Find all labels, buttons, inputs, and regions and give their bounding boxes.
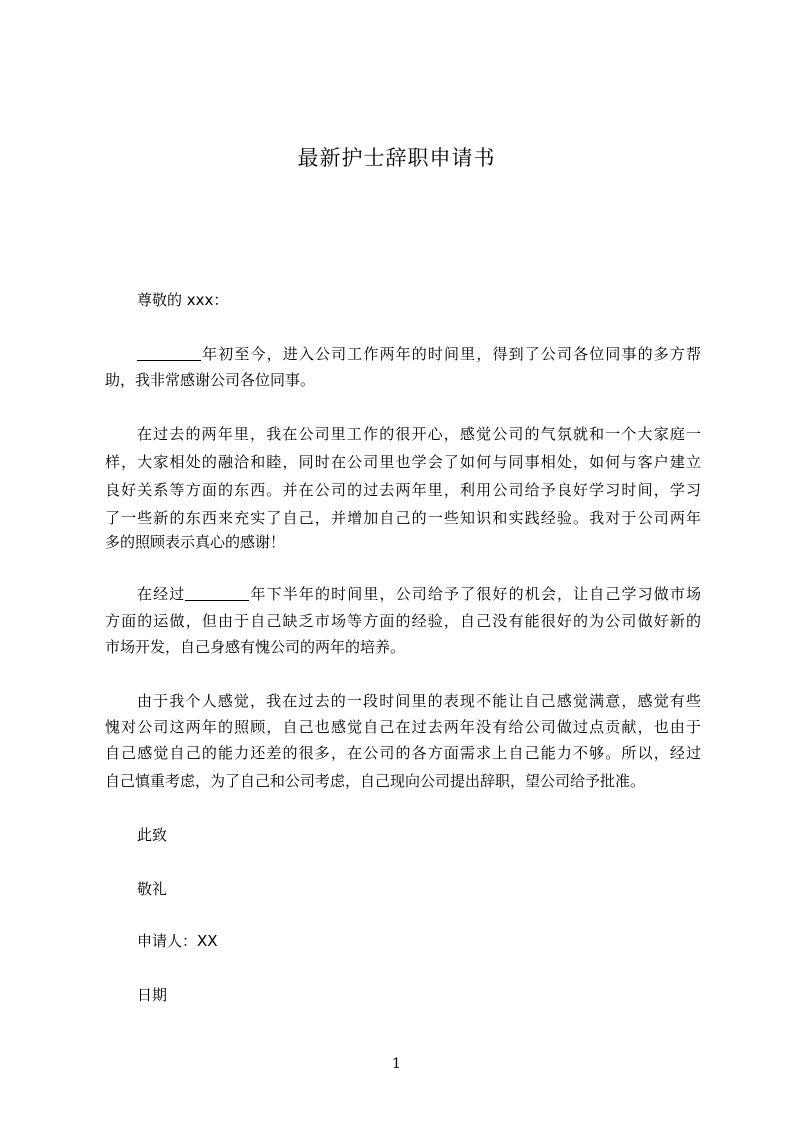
paragraph-1-line-1 bbox=[137, 341, 701, 367]
fill-in-blank bbox=[137, 344, 201, 361]
fill-in-blank bbox=[185, 584, 249, 601]
salutation: 尊敬的 xxx： bbox=[137, 291, 229, 309]
closing-jingli: 敬礼 bbox=[137, 880, 168, 898]
page-number: 1 bbox=[392, 1056, 401, 1072]
paragraph-4-line-2: 愧对公司这两年的照顾，自己也感觉自己在过去两年没有给公司做过点贡献，也由于 bbox=[105, 718, 701, 736]
date-line: 日期 bbox=[137, 986, 168, 1004]
document-title: 最新护士辞职申请书 bbox=[297, 146, 496, 170]
paragraph-2-line-4: 了一些新的东西来充实了自己，并增加自己的一些知识和实践经验。我对于公司两年 bbox=[105, 509, 701, 527]
paragraph-1-line-2: 助，我非常感谢公司各位同事。 bbox=[105, 371, 316, 389]
paragraph-3-line-3: 市场开发，自己身感有愧公司的两年的培养。 bbox=[105, 638, 406, 656]
paragraph-2-line-1: 在过去的两年里，我在公司里工作的很开心，感觉公司的气氛就和一个大家庭一 bbox=[137, 425, 701, 443]
paragraph-3-line-1-prefix: 在经过 bbox=[137, 585, 186, 603]
paragraph-1-line-1-text: 年初至今，进入公司工作两年的时间里，得到了公司各位同事的多方帮 bbox=[201, 345, 701, 363]
paragraph-2-line-5: 多的照顾表示真心的感谢！ bbox=[105, 533, 286, 551]
applicant-line: 申请人：XX bbox=[137, 932, 218, 950]
paragraph-3-line-2: 方面的运做，但由于自己缺乏市场等方面的经验，自己没有能很好的为公司做好新的 bbox=[105, 612, 701, 630]
closing-cizhi: 此致 bbox=[137, 826, 168, 844]
paragraph-2-line-3: 良好关系等方面的东西。并在公司的过去两年里，利用公司给予良好学习时间，学习 bbox=[105, 481, 701, 499]
paragraph-2-line-2: 样，大家相处的融洽和睦，同时在公司里也学会了如何与同事相处，如何与客户建立 bbox=[105, 453, 701, 471]
paragraph-4-line-1: 由于我个人感觉，我在过去的一段时间里的表现不能让自己感觉满意，感觉有些 bbox=[137, 692, 701, 710]
paragraph-3-line-1-text: 年下半年的时间里，公司给予了很好的机会，让自己学习做市场 bbox=[249, 585, 701, 603]
paragraph-3-line-1 bbox=[137, 581, 701, 607]
paragraph-4-line-4: 自己慎重考虑，为了自己和公司考虑，自己现向公司提出辞职，望公司给予批准。 bbox=[105, 772, 646, 790]
paragraph-4-line-3: 自己感觉自己的能力还差的很多，在公司的各方面需求上自己能力不够。所以，经过 bbox=[105, 744, 701, 762]
